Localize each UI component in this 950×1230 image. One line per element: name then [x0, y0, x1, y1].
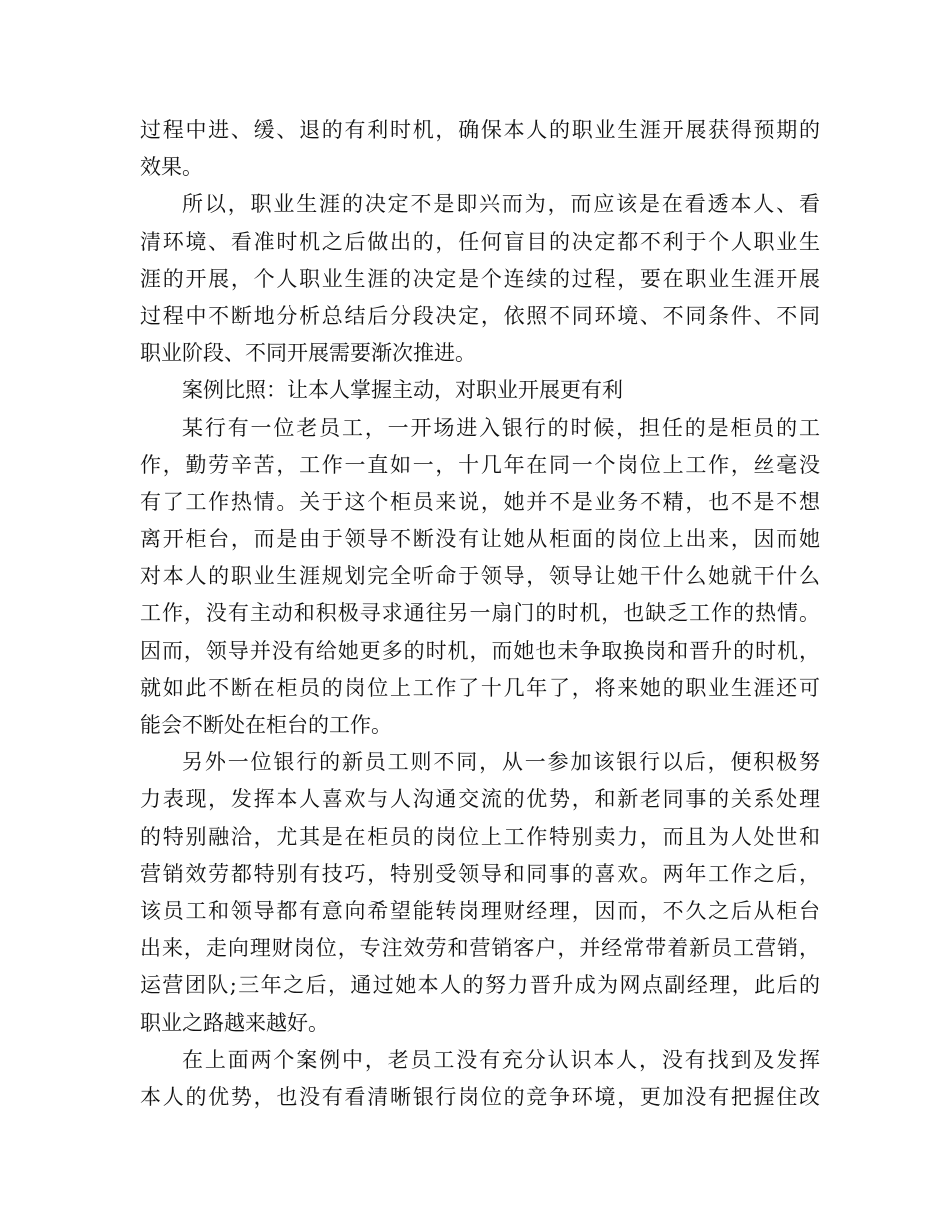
text-line: 离开柜台，而是由于领导不断没有让她从柜面的岗位上出来，因而她: [140, 527, 820, 552]
text-line: 对本人的职业生涯规划完全听命于领导，领导让她干什么她就干什么: [140, 564, 820, 589]
text-line: 涯的开展，个人职业生涯的决定是个连续的过程，要在职业生涯开展: [140, 266, 820, 291]
text-line: 本人的优势，也没有看清晰银行岗位的竞争环境，更加没有把握住改: [140, 1084, 820, 1109]
section-heading: [140, 372, 820, 409]
paragraph: [140, 744, 820, 1042]
text-line: 作，勤劳辛苦，工作一直如一，十几年在同一个岗位上工作，丝毫没: [140, 452, 820, 477]
paragraph: [140, 112, 820, 186]
text-line: 的特别融洽，尤其是在柜员的岗位上工作特别卖力，而且为人处世和: [140, 824, 820, 849]
text-line: 过程中进、缓、退的有利时机，确保本人的职业生涯开展获得预期的: [140, 118, 820, 142]
text-line: 职业之路越来越好。: [140, 1010, 329, 1035]
text-line: 在上面两个案例中，老员工没有充分认识本人，没有找到及发挥: [182, 1047, 820, 1072]
text-line: 工作，没有主动和积极寻求通往另一扇门的时机，也缺乏工作的热情。: [140, 601, 820, 626]
text-line: 因而，领导并没有给她更多的时机，而她也未争取换岗和晋升的时机，: [140, 638, 820, 663]
text-line: 职业阶段、不同开展需要渐次推进。: [140, 341, 476, 366]
text-line: 能会不断处在柜台的工作。: [140, 713, 392, 737]
paragraph: [140, 186, 820, 372]
document-body: [140, 112, 820, 1116]
text-line: 营销效劳都特别有技巧，特别受领导和同事的喜欢。两年工作之后，: [140, 861, 820, 886]
text-line: 运营团队;三年之后，通过她本人的努力晋升成为网点副经理，此后的: [140, 973, 820, 998]
text-line: 该员工和领导都有意向希望能转岗理财经理，因而，不久之后从柜台: [140, 898, 820, 923]
text-line: 就如此不断在柜员的岗位上工作了十几年了，将来她的职业生涯还可: [140, 675, 820, 700]
paragraph: [140, 1042, 820, 1116]
text-line: 效果。: [140, 155, 203, 180]
text-line: 出来，走向理财岗位，专注效劳和营销客户，并经常带着新员工营销，: [140, 936, 820, 961]
text-line: 力表现，发挥本人喜欢与人沟通交流的优势，和新老同事的关系处理: [140, 787, 820, 812]
text-line: 案例比照：让本人掌握主动，对职业开展更有利: [182, 378, 623, 403]
paragraph: [140, 410, 820, 745]
text-line: 清环境、看准时机之后做出的，任何盲目的决定都不利于个人职业生: [140, 229, 820, 254]
text-line: 某行有一位老员工，一开场进入银行的时候，担任的是柜员的工: [182, 415, 820, 440]
text-line: 过程中不断地分析总结后分段决定，依照不同环境、不同条件、不同: [140, 303, 820, 328]
text-line: 另外一位银行的新员工则不同，从一参加该银行以后，便积极努: [182, 750, 820, 775]
text-line: 有了工作热情。关于这个柜员来说，她并不是业务不精，也不是不想: [140, 489, 820, 514]
text-line: 所以，职业生涯的决定不是即兴而为，而应该是在看透本人、看: [182, 192, 820, 217]
